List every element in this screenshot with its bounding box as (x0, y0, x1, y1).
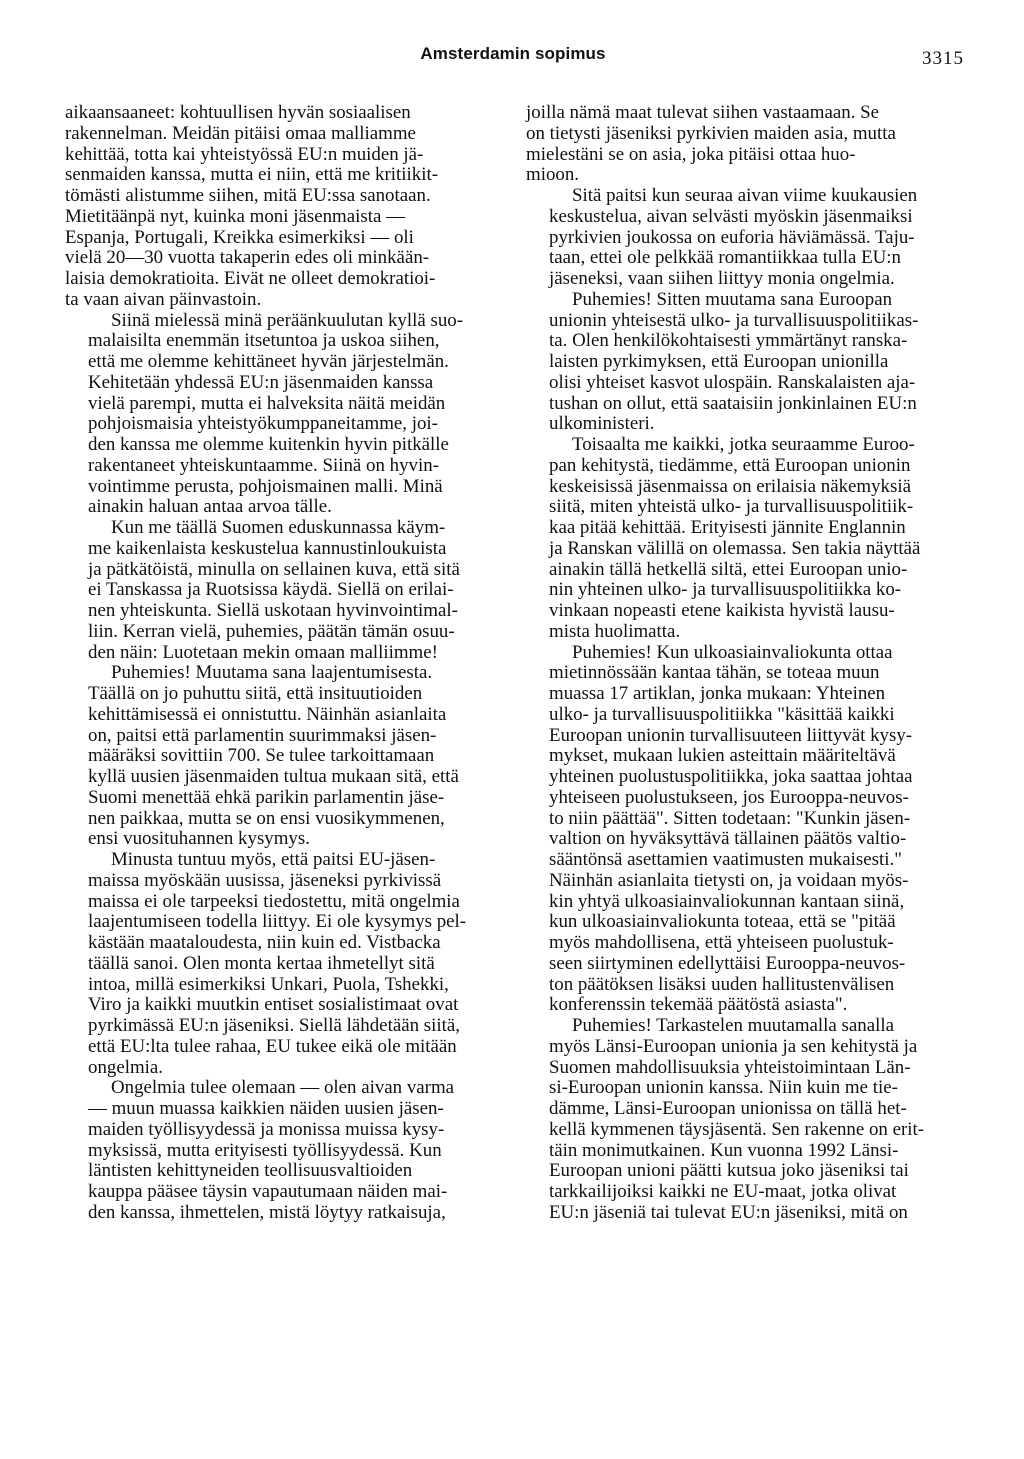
text-line: ta vaan aivan päinvastoin. (65, 288, 262, 310)
paragraph (526, 1016, 966, 1224)
text-line: aikaansaaneet: kohtuullisen hyvän sosiaalisen (65, 102, 411, 123)
paragraph (65, 850, 505, 1078)
left-text-column (65, 103, 505, 1224)
paragraph (526, 643, 966, 1017)
paragraph (526, 186, 966, 290)
text-line: Siinä mielessä minä peräänkuulutan kyllä suo- (111, 309, 464, 331)
text-line: pyrkimässä EU:n jäseniksi. Siellä lähdetään siitä, (88, 1015, 460, 1036)
text-line: nin yhteinen ulko- ja turvallisuuspolitiikka ko- (549, 579, 902, 601)
text-line: kästään maataloudesta, niin kuin ed. Vistbacka (88, 932, 441, 953)
text-line: Kehitetään yhdessä EU:n jäsenmaiden kanssa (88, 371, 434, 393)
text-line: Minusta tuntuu myös, että paitsi EU-jäsen- (111, 849, 436, 870)
text-line: dämme, Länsi-Euroopan unionissa on tällä het- (549, 1098, 907, 1119)
text-line: siitä, miten yhteistä ulko- ja turvallisuuspolitiik- (549, 496, 914, 518)
text-line: den kanssa me olemme kuitenkin hyvin pitkälle (88, 434, 449, 455)
text-line: kaa pitää kehittää. Erityisesti jännite Englannin (549, 517, 906, 538)
text-line: Ongelmia tulee olemaan — olen aivan varma (111, 1077, 455, 1099)
text-line: Mietitäänpä nyt, kuinka moni jäsenmaista — (65, 205, 405, 227)
text-line: vielä 20—30 vuotta takaperin edes oli minkään- (65, 247, 430, 269)
text-line: keskustelua, aivan selvästi myöskin jäsenmaiksi (549, 205, 913, 227)
text-line: Näinhän asianlaita tietysti on, ja voidaan myös- (549, 869, 909, 891)
paragraph (65, 518, 505, 663)
page-number: 3315 (922, 48, 964, 69)
text-line: seen siirtyminen edellyttäisi Eurooppa-neuvos- (549, 952, 906, 974)
text-line: maissa myöskään uusissa, jäseneksi pyrkivissä (88, 869, 442, 891)
text-line: on tietysti jäseniksi pyrkivien maiden asia, mutta (526, 122, 896, 144)
paragraph (65, 311, 505, 519)
text-line: muassa 17 artiklan, jonka mukaan: Yhteinen (549, 683, 886, 704)
text-line: ainakin tällä hetkellä siltä, ettei Euroopan unio- (549, 558, 908, 580)
text-line: maissa ei ole tarpeeksi tiedostettu, mitä ongelmia (88, 890, 460, 912)
paragraph (526, 290, 966, 435)
text-line: mielestäni se on asia, joka pitäisi ottaa huo- (526, 143, 856, 165)
text-line: että me olemme kehittäneet hyvän järjestelmän. (88, 351, 449, 372)
text-line: Puhemies! Kun ulkoasiainvaliokunta ottaa (572, 641, 893, 663)
text-line: malaisilta enemmän itsetuntoa ja uskoa siihen, (88, 330, 440, 352)
text-line: to niin päättää". Sitten todetaan: "Kunkin jäsen- (549, 807, 911, 829)
text-line: olisi yhteiset kasvot ulospäin. Ranskalaisten aja- (549, 371, 916, 393)
page-header (62, 44, 964, 74)
text-line: rakennelman. Meidän pitäisi omaa malliamme (65, 122, 416, 144)
text-line: valtion on hyväksyttävä tällainen päätös valtio- (549, 828, 907, 850)
text-line: kehittämisessä ei onnistuttu. Näinhän asianlaita (88, 703, 447, 725)
text-line: mista huolimatta. (549, 620, 681, 642)
text-line: nen paikkaa, mutta se on ensi vuosikymmenen, (88, 807, 445, 829)
text-line: rakentaneet yhteiskuntaamme. Siinä on hyvin- (88, 454, 439, 476)
text-line: Puhemies! Muutama sana laajentumisesta. (111, 662, 433, 684)
text-line: ulkoministeri. (549, 413, 655, 435)
text-line: ja pätkätöistä, minulla on sellainen kuva, että sitä (88, 558, 460, 580)
text-line: täin monimutkainen. Kun vuonna 1992 Länsi- (549, 1139, 899, 1161)
text-line: vinkaan nopeasti etene kaikista hyvistä lausu- (549, 600, 895, 621)
text-line: täällä sanoi. Olen monta kertaa ihmetellyt sitä (88, 952, 435, 974)
text-line: taan, ettei ole pelkkää romantiikkaa tulla EU:n (549, 247, 901, 269)
text-line: konferenssin tekemää päätöstä asiasta". (549, 994, 848, 1016)
text-line: Viro ja kaikki muutkin entiset sosialistimaat ovat (88, 994, 459, 1016)
text-line: vielä parempi, mutta ei halveksita näitä meidän (88, 392, 446, 414)
text-line: den näin: Luotetaan mekin omaan malliimme! (88, 641, 438, 663)
text-line: Euroopan unioni päätti kutsua joko jäseniksi tai (549, 1160, 909, 1182)
text-line: intoa, millä esimerkiksi Unkari, Puola, Tshekki, (88, 973, 449, 995)
text-line: Puhemies! Sitten muutama sana Euroopan (572, 288, 893, 310)
text-line: ongelmia. (88, 1056, 164, 1078)
text-line: senmaiden kanssa, mutta ei niin, että me kritiikit- (65, 164, 438, 186)
text-line: pyrkivien joukossa on euforia häviämässä. Taju- (549, 226, 915, 248)
text-line: ulko- ja turvallisuuspolitiikka "käsittää kaikki (549, 703, 895, 725)
text-line: ainakin haluan antaa arvoa tälle. (88, 496, 332, 518)
text-line: — muun muassa kaikkien näiden uusien jäsen- (88, 1098, 444, 1119)
text-line: Kun me täällä Suomen eduskunnassa käym- (111, 517, 446, 538)
text-line: kun ulkoasiainvaliokunta toteaa, että se "pitää (549, 911, 896, 933)
text-line: vointimme perusta, pohjoismainen malli. Minä (88, 475, 443, 497)
text-line: että EU:lta tulee rahaa, EU tukee eikä ole mitään (88, 1035, 457, 1057)
text-line: den kanssa, ihmettelen, mistä löytyy ratkaisuja, (88, 1201, 446, 1223)
paragraph (65, 1078, 505, 1223)
text-line: Suomen mahdollisuuksia yhteistoimintaan Län- (549, 1056, 911, 1078)
text-line: ta. Olen henkilökohtaisesti ymmärtänyt ranska- (549, 330, 908, 352)
text-line: unionin yhteisestä ulko- ja turvallisuuspolitiikas- (549, 309, 919, 331)
text-line: ja Ranskan välillä on olemassa. Sen takia näyttää (549, 537, 921, 559)
text-line: läntisten kehittyneiden teollisuusvaltioiden (88, 1160, 413, 1182)
paragraph (65, 103, 505, 311)
text-line: Täällä on jo puhuttu siitä, että insituutioiden (88, 683, 423, 704)
text-line: kehittää, totta kai yhteistyössä EU:n muiden jä- (65, 143, 424, 165)
text-line: maiden työllisyydessä ja monissa muissa kysy- (88, 1118, 445, 1140)
text-line: kauppa pääsee täysin vapautumaan näiden mai- (88, 1181, 448, 1202)
text-line: mietinnössään kantaa tähän, se toteaa muun (549, 662, 880, 684)
paragraph (65, 663, 505, 850)
text-line: Euroopan unionin turvallisuuteen liittyvät kysy- (549, 724, 913, 746)
running-title: Amsterdamin sopimus (420, 44, 606, 63)
text-line: Espanja, Portugali, Kreikka esimerkiksi — oli (65, 226, 414, 248)
text-line: on, paitsi että parlamentin suurimmaksi jäsen- (88, 724, 437, 746)
text-line: yhteinen puolustuspolitiikka, joka saattaa johtaa (549, 766, 913, 787)
text-line: tömästi alistumme siihen, mitä EU:ssa sanotaan. (65, 185, 431, 206)
text-line: EU:n jäseniä tai tulevat EU:n jäseniksi, mitä on (549, 1201, 908, 1223)
text-line: laisia demokratioita. Eivät ne olleet demokratioi- (65, 268, 436, 289)
text-line: Toisaalta me kaikki, jotka seuraamme Euroo- (572, 434, 915, 455)
text-line: Suomi menettää ehkä parikin parlamentin jäse- (88, 786, 445, 808)
text-line: tushan on ollut, että saataisiin jonkinlainen EU:n (549, 392, 917, 414)
text-line: nen yhteiskunta. Siellä uskotaan hyvinvointimal- (88, 600, 458, 621)
text-line: si-Euroopan unionin kanssa. Niin kuin me tie- (549, 1077, 898, 1099)
text-line: määräksi sovittiin 700. Se tulee tarkoittamaan (88, 745, 435, 767)
right-text-column (526, 103, 966, 1224)
text-line: mioon. (526, 164, 580, 186)
paragraph (526, 435, 966, 643)
text-line: kellä kymmenen täysjäsentä. Sen rakenne on erit- (549, 1118, 925, 1140)
text-line: sääntönsä asettamien vaatimusten mukaisesti." (549, 849, 902, 870)
text-line: Puhemies! Tarkastelen muutamalla sanalla (572, 1015, 894, 1036)
text-line: mykset, mukaan lukien asteittain määriteltävä (549, 745, 896, 767)
text-line: myös Länsi-Euroopan unionia ja sen kehitystä ja (549, 1035, 918, 1057)
text-line: myksissä, mutta erityisesti työllisyydessä. Kun (88, 1139, 442, 1161)
text-line: liin. Kerran vielä, puhemies, päätän tämän osuu- (88, 620, 455, 642)
text-line: pan kehitystä, tiedämme, että Euroopan unionin (549, 454, 911, 476)
text-line: yhteiseen puolustukseen, jos Eurooppa-neuvos- (549, 786, 909, 808)
text-line: me kaikenlaista keskustelua kannustinloukuista (88, 537, 447, 559)
text-line: keskeisissä jäsenmaissa on erilaisia näkemyksiä (549, 475, 911, 497)
text-line: tarkkailijoiksi kaikki ne EU-maat, jotka olivat (549, 1181, 897, 1202)
text-line: laajentumiseen todella liittyy. Ei ole kysymys pel- (88, 911, 467, 933)
text-line: myös mahdollisena, että yhteiseen puolustuk- (549, 932, 894, 953)
text-line: pohjoismaisia yhteistyökumppaneitamme, joi- (88, 413, 438, 435)
text-line: ton päätöksen lisäksi uuden hallitustenvälisen (549, 973, 895, 995)
text-line: kyllä uusien jäsenmaiden tultua mukaan sitä, että (88, 766, 459, 787)
paragraph (526, 103, 966, 186)
text-line: kin yhtyä ulkoasiainvaliokunnan kantaan siinä, (549, 890, 905, 912)
text-line: laisten pyrkimyksen, että Euroopan unionilla (549, 351, 889, 372)
text-line: ensi vuosituhannen kysymys. (88, 828, 310, 850)
text-line: ei Tanskassa ja Ruotsissa käydä. Siellä on erilai- (88, 579, 454, 601)
text-line: jäseneksi, vaan siihen liittyy monia ongelmia. (549, 268, 895, 289)
text-line: Sitä paitsi kun seuraa aivan viime kuukausien (572, 185, 918, 206)
text-line: joilla nämä maat tulevat siihen vastaamaan. Se (526, 102, 880, 123)
